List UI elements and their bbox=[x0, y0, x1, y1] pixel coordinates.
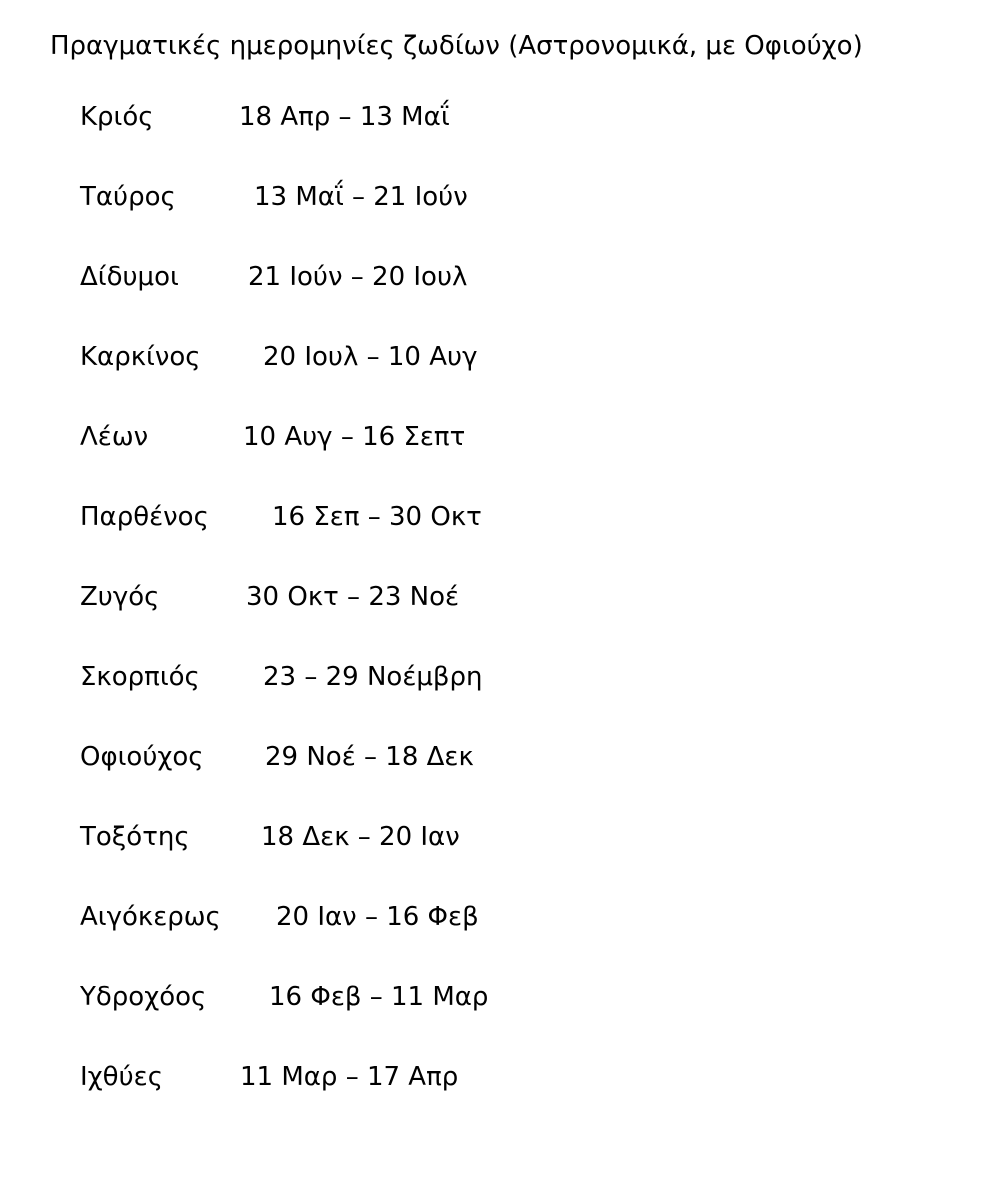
sign-name: Ζυγός bbox=[80, 582, 160, 612]
sign-name: Παρθένος bbox=[80, 502, 209, 532]
sign-name: Ιχθύες bbox=[80, 1062, 163, 1092]
sign-dates: 16 Φεβ – 11 Μαρ bbox=[269, 982, 489, 1012]
sign-dates: 29 Νοέ – 18 Δεκ bbox=[265, 742, 474, 772]
sign-dates: 20 Ιουλ – 10 Αυγ bbox=[263, 342, 478, 372]
sign-name: Υδροχόος bbox=[80, 982, 207, 1012]
sign-name: Λέων bbox=[80, 422, 149, 452]
sign-dates: 16 Σεπ – 30 Οκτ bbox=[272, 502, 482, 532]
sign-name: Ταύρος bbox=[80, 182, 176, 212]
page-title: Πραγματικές ημερομηνίες ζωδίων (Αστρονομικά, με Οφιούχο) bbox=[50, 31, 863, 61]
sign-dates: 23 – 29 Νοέμβρη bbox=[263, 662, 483, 692]
sign-dates: 11 Μαρ – 17 Απρ bbox=[240, 1062, 459, 1092]
sign-name: Δίδυμοι bbox=[80, 262, 179, 292]
sign-dates: 30 Οκτ – 23 Νοέ bbox=[246, 582, 460, 612]
sign-name: Αιγόκερως bbox=[80, 902, 221, 932]
sign-dates: 13 Μαΐ – 21 Ιούν bbox=[254, 182, 468, 212]
sign-dates: 20 Ιαν – 16 Φεβ bbox=[276, 902, 479, 932]
sign-dates: 18 Δεκ – 20 Ιαν bbox=[261, 822, 460, 852]
sign-name: Καρκίνος bbox=[80, 342, 201, 372]
sign-name: Σκορπιός bbox=[80, 662, 200, 692]
sign-dates: 18 Απρ – 13 Μαΐ bbox=[239, 102, 450, 132]
sign-dates: 21 Ιούν – 20 Ιουλ bbox=[248, 262, 468, 292]
sign-name: Τοξότης bbox=[80, 822, 190, 852]
sign-name: Κριός bbox=[80, 102, 154, 132]
sign-dates: 10 Αυγ – 16 Σεπτ bbox=[243, 422, 466, 452]
sign-name: Οφιούχος bbox=[80, 742, 204, 772]
